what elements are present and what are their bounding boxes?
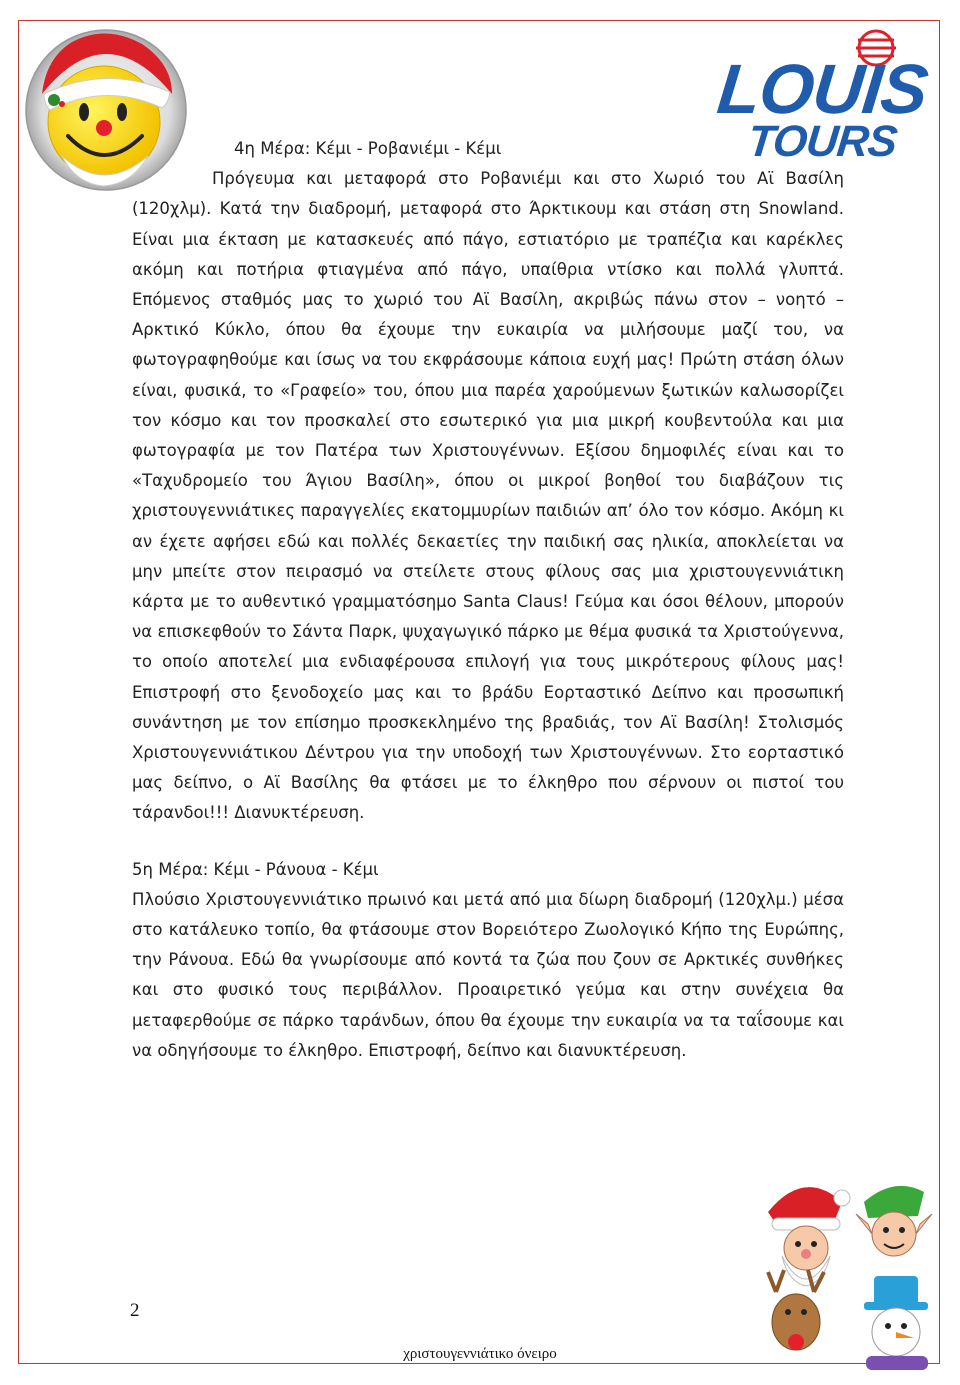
- day5-paragraph: Πλούσιο Χριστουγεννιάτικο πρωινό και μετά από μια δίωρη διαδρομή (120χλμ.) μέσα στο κατάλευκο τοπίο, θα φτάσουμε στον Βορειότερο Ζωολογικό Κήπο της Ευρώπης, την Ράνουα. Εδώ θα γνωρίσουμε από κοντά τα ζώα που ζουν σε Αρκτικές συνθήκες και στο φυσικό τους περιβάλλον. Προαιρετικό γεύμα και στην συνέχεια θα μεταφερθούμε σε πάρκο ταράνδων, όπου θα έχουμε την ευκαιρία να τα ταΐσουμε και να οδηγήσουμε το έλκηθρο. Επιστροφή, δείπνο και διανυκτέρευση.: [132, 889, 844, 1060]
- page-number: 2: [130, 1300, 140, 1321]
- logo-word-tours: TOURS: [745, 117, 899, 166]
- day4-title: 4η Μέρα: Κέμι - Ροβανιέμι - Κέμι: [234, 139, 502, 158]
- day4-paragraph: Πρόγευμα και μεταφορά στο Ροβανιέμι και στο Χωριό του Αϊ Βασίλη (120χλμ). Κατά την διαδρομή, μεταφορά στο Άρκτικουμ και στάση στη Snowland. Είναι μια έκταση με κατασκευές από πάγο, εστιατόριο με τραπέζια και καρέκλες ακόμη και ποτήρια φτιαγμένα από πάγο, υπαίθρια ντίσκο και πολλά γλυπτά. Επόμενος σταθμός μας το χωριό του Αϊ Βασίλη, ακριβώς πάνω στον – νοητό – Αρκτικό Κύκλο, όπου θα έχουμε την ευκαιρία να μιλήσουμε μαζί του, να φωτογραφηθούμε και ίσως να του εκφράσουμε κάποια ευχή μας! Πρώτη στάση όλων είναι, φυσικά, το «Γραφείο» του, όπου μια παρέα χαρούμενων ξωτικών καλωσορίζει τον κόσμο και τον προσκαλεί στο εσωτερικό για μια μικρή κουβεντούλα και μια φωτογραφία με τον Πατέρα των Χριστουγέννων. Εξίσου δημοφιλές είναι και το «Ταχυδρομείο του Άγιου Βασίλη», όπου οι μικροί βοηθοί του διαβάζουν τις χριστουγεννιάτικες παραγγελίες εκατομμυρίων παιδιών απ’ όλο τον κόσμο. Ακόμη κι αν έχετε αφήσει εδώ και πολλές δεκαετίες την παιδική σας ηλικία, αποκλείεται να μην μπείτε στον πειρασμό να στείλετε στους φίλους σας μια χριστουγεννιάτικη κάρτα με το αυθεντικό γραμματόσημο Santa Claus! Γεύμα και όσοι θέλουν, μπορούν να επισκεφθούν το Σάντα Παρκ, ψυχαγωγικό πάρκο με θέμα φυσικά τα Χριστούγεννα, το οποίο αποτελεί μια ενδιαφέρουσα επιλογή για τους μικρότερους φίλους μας! Επιστροφή στο ξενοδοχείο μας και το βράδυ Εορταστικό Δείπνο και προσωπική συνάντηση με τον επίσημο προσκεκλημένο της βραδιάς, τον Αϊ Βασίλη! Στολισμός Χριστουγεννιάτικου Δέντρου για την υποδοχή των Χριστουγέννων. Στο εορταστικό μας δείπνο, ο Αϊ Βασίλης θα φτάσει με το έλκηθρο που σέρνουν οι πιστοί του τάρανδοι!!! Διανυκτέρευση.: [132, 169, 844, 823]
- itinerary-content: [132, 134, 844, 1066]
- logo-word-louis: LOUIS: [713, 50, 932, 128]
- footer-title: χριστουγεννιάτικο όνειρο: [403, 1346, 557, 1362]
- day5-title: 5η Μέρα: Κέμι - Ράνουα - Κέμι: [132, 859, 379, 879]
